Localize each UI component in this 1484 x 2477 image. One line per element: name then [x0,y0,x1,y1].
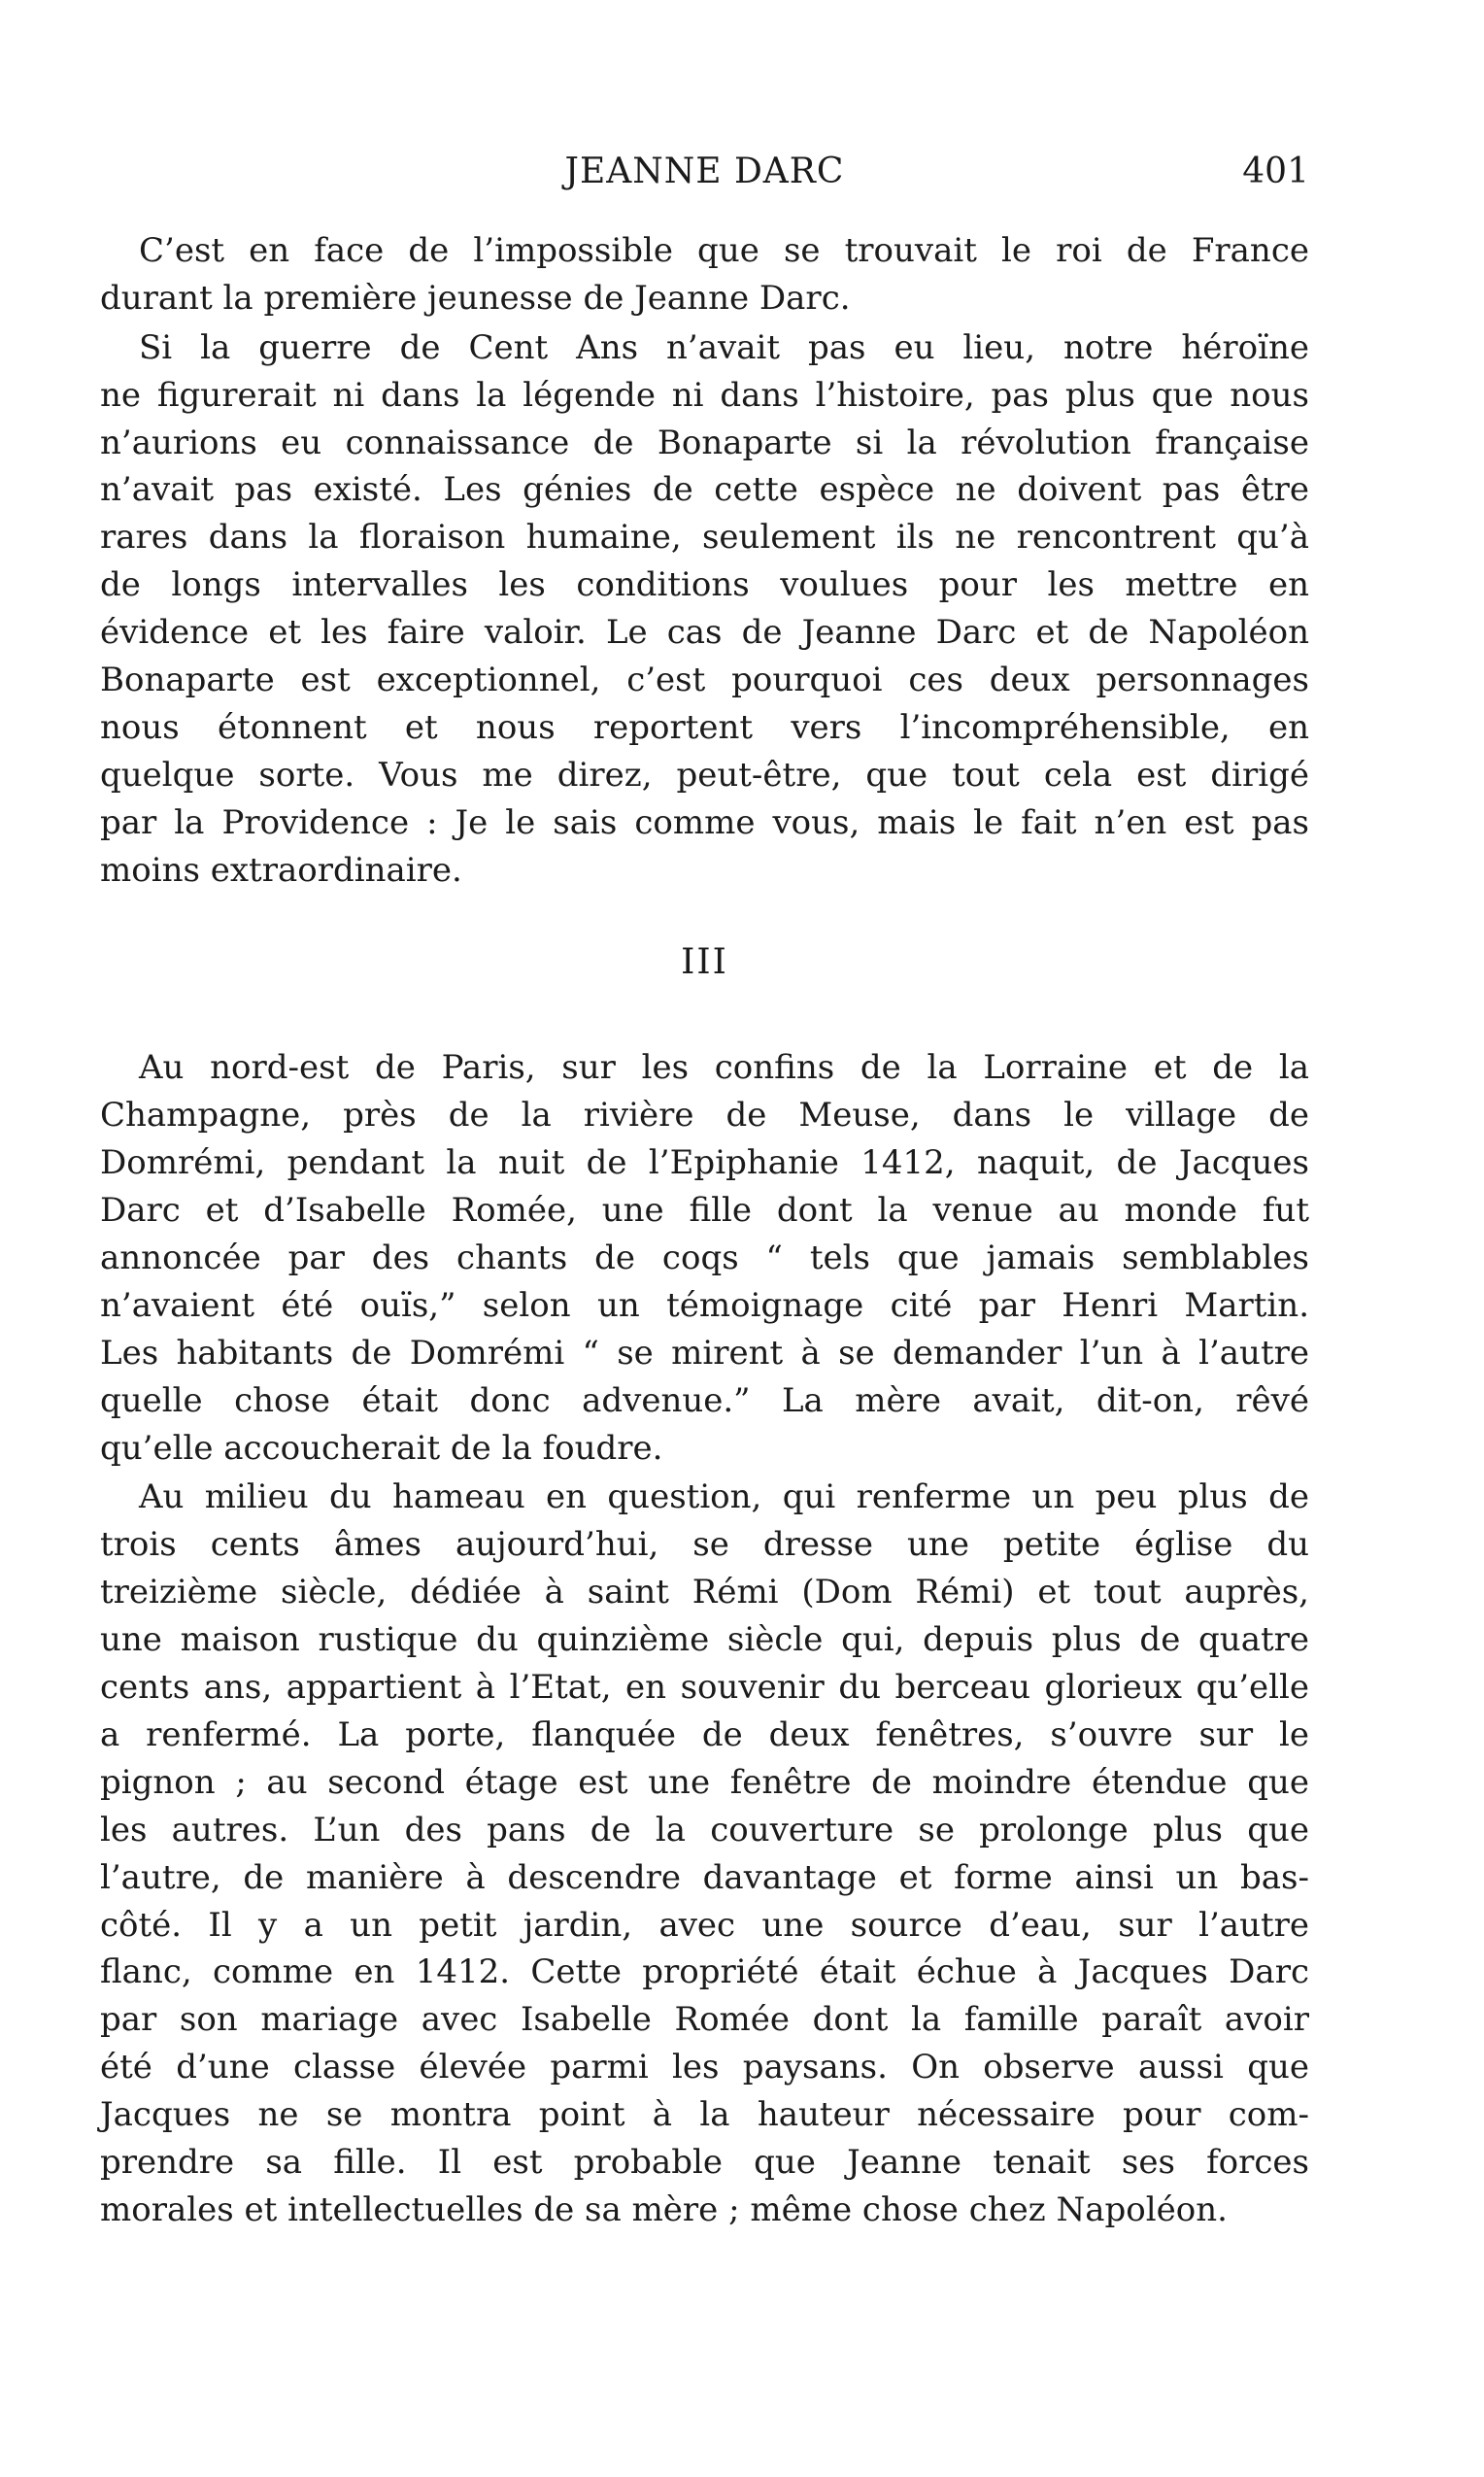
text-line: Darc et d’Isabelle Romée, une fille dont la venue au monde fut [100,1191,1309,1231]
text-line: a renfermé. La porte, flanquée de deux fenêtres, s’ouvre sur le [100,1714,1309,1754]
text-before-section [100,227,1309,894]
text-line: pignon ; au second étage est une fenêtre de moindre étendue que [100,1762,1309,1802]
body-text [100,227,1309,2234]
paragraph [100,227,1309,322]
text-line: n’aurions eu connaissance de Bonaparte si la révolution française [100,423,1309,462]
section-heading: III [681,942,728,983]
text-line: par son mariage avec Isabelle Romée dont la famille paraît avoir [100,2000,1309,2040]
text-line: de longs intervalles les conditions voulues pour les mettre en [100,565,1309,605]
text-line: quelle chose était donc advenue.” La mère avait, dit-on, rêvé [100,1380,1309,1420]
text-line: moins extraordinaire. [100,850,462,890]
text-line: C’est en face de l’impossible que se trouvait le roi de France [139,231,1309,270]
book-page [100,146,1309,2236]
running-head [100,146,1309,198]
text-line: Champagne, près de la rivière de Meuse, dans le village de [100,1096,1309,1136]
running-title: JEANNE DARC [564,152,845,191]
text-line: Jacques ne se montra point à la hauteur nécessaire pour com- [100,2095,1309,2135]
text-line: les autres. L’un des pans de la couverture se prolonge plus que [100,1810,1309,1849]
text-line: par la Providence : Je le sais comme vous, mais le fait n’en est pas [100,802,1309,842]
text-line: nous étonnent et nous reportent vers l’incompréhensible, en [100,707,1309,747]
text-after-section [100,1044,1309,2233]
text-line: flanc, comme en 1412. Cette propriété était échue à Jacques Darc [100,1952,1309,1992]
text-line: quelque sorte. Vous me direz, peut-être, que tout cela est dirigé [100,755,1309,795]
text-line: Au nord-est de Paris, sur les confins de la Lorraine et de la [139,1048,1309,1088]
text-line: été d’une classe élevée parmi les paysans. On observe aussi que [100,2048,1309,2087]
paragraph [100,324,1309,895]
page-number: 401 [1242,152,1309,191]
text-line: n’avait pas existé. Les génies de cette espèce ne doivent pas être [100,470,1309,510]
text-line: n’avaient été ouïs,” selon un témoignage cité par Henri Martin. [100,1285,1309,1325]
text-line: rares dans la floraison humaine, seulement ils ne rencontrent qu’à [100,518,1309,558]
text-line: Au milieu du hameau en question, qui renferme un peu plus de [139,1477,1309,1517]
text-line: une maison rustique du quinzième siècle qui, depuis plus de quatre [100,1620,1309,1660]
paragraph [100,1474,1309,2233]
text-line: morales et intellectuelles de sa mère ; même chose chez Napoléon. [100,2189,1228,2229]
text-line: Les habitants de Domrémi “ se mirent à se demander l’un à l’autre [100,1333,1309,1373]
text-line: annoncée par des chants de coqs “ tels que jamais semblables [100,1238,1309,1278]
paragraph [100,1044,1309,1472]
text-line: Domrémi, pendant la nuit de l’Epiphanie 1412, naquit, de Jacques [100,1143,1309,1183]
text-line: prendre sa fille. Il est probable que Jeanne tenait ses forces [100,2142,1309,2182]
text-line: durant la première jeunesse de Jeanne Darc. [100,278,851,318]
text-line: treizième siècle, dédiée à saint Rémi (Dom Rémi) et tout auprès, [100,1573,1309,1612]
text-line: côté. Il y a un petit jardin, avec une source d’eau, sur l’autre [100,1905,1309,1945]
text-line: Bonaparte est exceptionnel, c’est pourquoi ces deux personnages [100,661,1309,700]
text-line: qu’elle accoucherait de la foudre. [100,1428,663,1468]
text-line: ne figurerait ni dans la légende ni dans l’histoire, pas plus que nous [100,375,1309,415]
text-line: cents ans, appartient à l’Etat, en souvenir du berceau glorieux qu’elle [100,1668,1309,1708]
text-line: l’autre, de manière à descendre davantage et forme ainsi un bas- [100,1857,1309,1897]
text-line: Si la guerre de Cent Ans n’avait pas eu lieu, notre héroïne [139,327,1309,367]
text-line: évidence et les faire valoir. Le cas de Jeanne Darc et de Napoléon [100,613,1309,653]
text-line: trois cents âmes aujourd’hui, se dresse une petite église du [100,1525,1309,1565]
